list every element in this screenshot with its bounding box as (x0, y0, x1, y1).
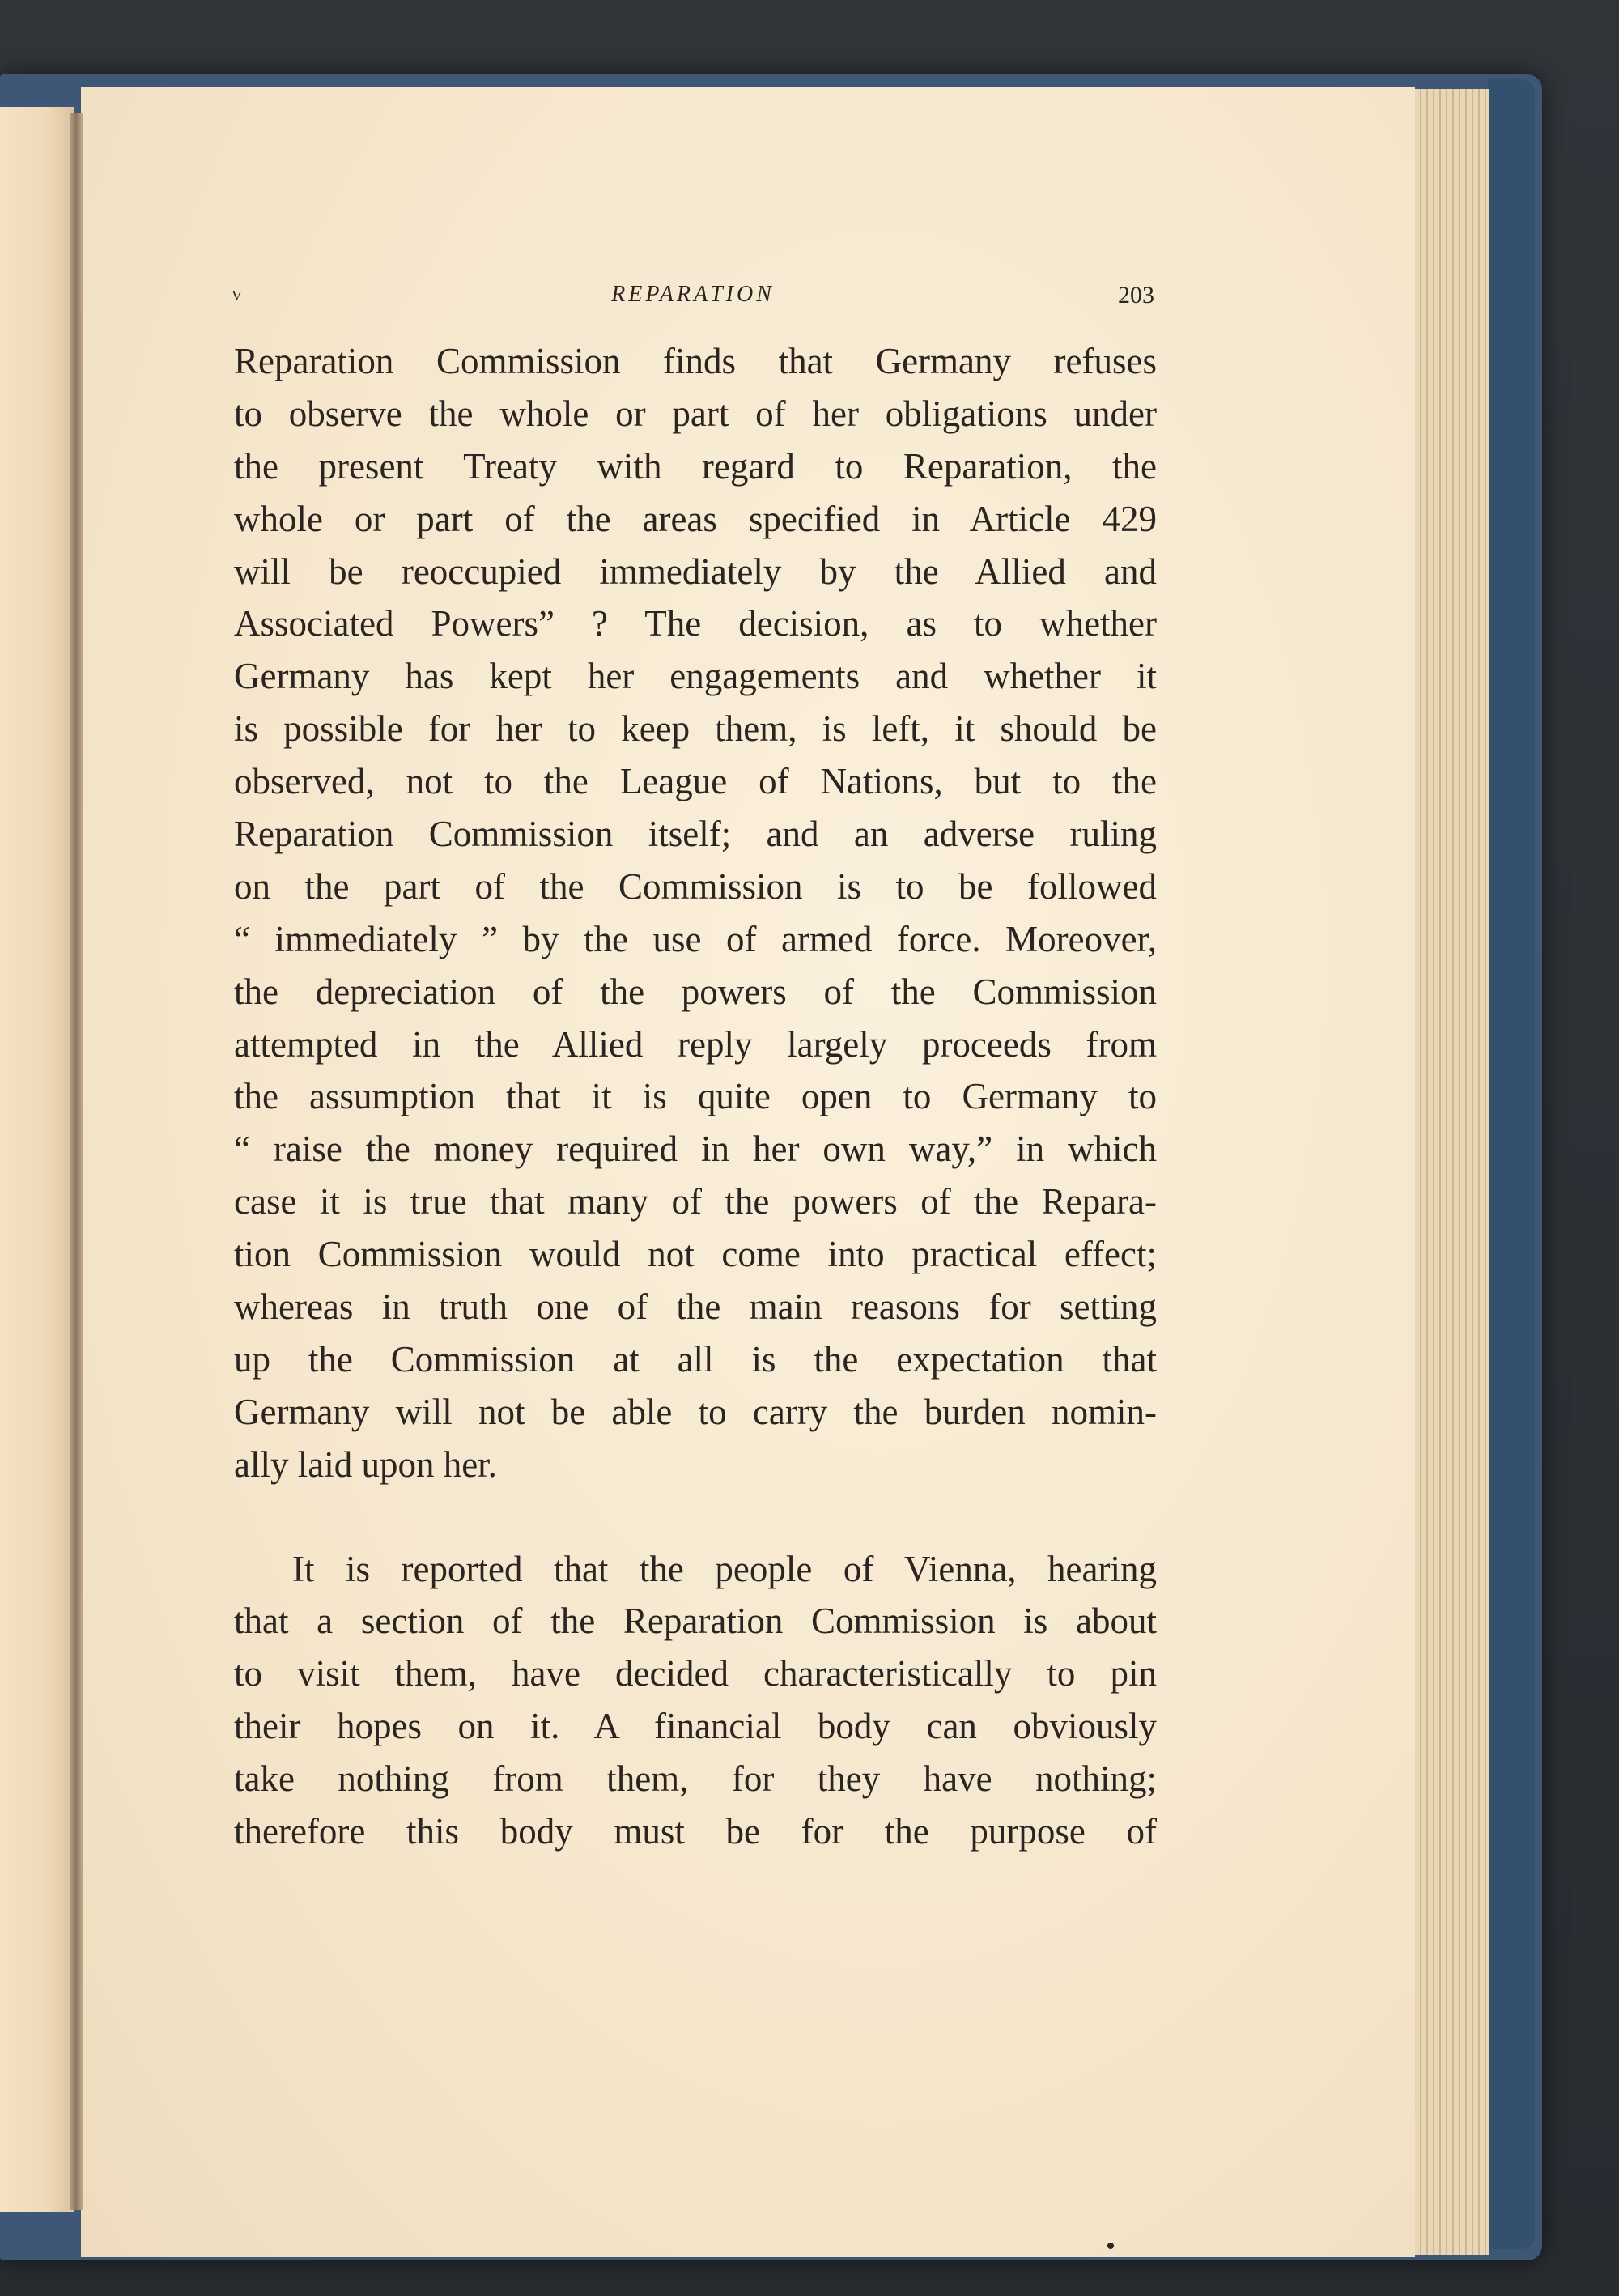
text-line: Germany will not be able to carry the burden nomin- (234, 1391, 1157, 1432)
chapter-numeral: v (232, 282, 242, 305)
paragraph-gap (234, 1491, 1157, 1543)
text-line: observed, not to the League of Nations, but to the (234, 761, 1157, 802)
text-line: whereas in truth one of the main reasons for setting (234, 1286, 1157, 1328)
page-number: 203 (1118, 282, 1154, 308)
book-gutter (70, 113, 83, 2210)
text-line: the present Treaty with regard to Reparation, the (234, 445, 1157, 487)
text-line: Germany has kept her engagements and whether it (234, 656, 1157, 697)
text-line: case it is true that many of the powers of the Repara- (234, 1181, 1157, 1222)
body-text (234, 335, 1157, 1858)
text-line: up the Commission at all is the expectation that (234, 1338, 1157, 1380)
text-line: take nothing from them, for they have nothing; (234, 1758, 1157, 1800)
text-line: to observe the whole or part of her obligations under (234, 393, 1157, 434)
text-line: attempted in the Allied reply largely proceeds from (234, 1023, 1157, 1065)
text-line: tion Commission would not come into practical effect; (234, 1234, 1157, 1275)
text-line: therefore this body must be for the purpose of (234, 1811, 1157, 1852)
text-line: ally laid upon her. (234, 1444, 497, 1485)
text-line: the assumption that it is quite open to Germany to (234, 1076, 1157, 1117)
text-line: whole or part of the areas specified in Article 429 (234, 498, 1157, 539)
running-title: REPARATION (611, 282, 775, 307)
text-line: the depreciation of the powers of the Commission (234, 971, 1157, 1012)
text-line: is possible for her to keep them, is left, it should be (234, 708, 1157, 750)
text-line: to visit them, have decided characteristically to pin (234, 1653, 1157, 1694)
book-cover-edge (1488, 79, 1535, 2249)
running-header (232, 282, 1154, 314)
text-line: “ immediately ” by the use of armed force. Moreover, (234, 918, 1157, 959)
text-line: on the part of the Commission is to be followed (234, 865, 1157, 907)
text-line: “ raise the money required in her own way,” in which (234, 1129, 1157, 1170)
text-line: Reparation Commission itself; and an adverse ruling (234, 814, 1157, 855)
left-page-edge (0, 107, 74, 2212)
page-block-edges (1415, 89, 1489, 2255)
text-line: that a section of the Reparation Commission is about (234, 1601, 1157, 1642)
text-line: will be reoccupied immediately by the Allied and (234, 551, 1157, 592)
text-line: Reparation Commission finds that Germany refuses (234, 341, 1157, 381)
text-line: their hopes on it. A financial body can obviously (234, 1706, 1157, 1747)
ink-speck (1107, 2243, 1114, 2249)
text-line: It is reported that the people of Vienna, hearing (292, 1548, 1157, 1589)
text-line: Associated Powers” ? The decision, as to whether (234, 603, 1157, 644)
